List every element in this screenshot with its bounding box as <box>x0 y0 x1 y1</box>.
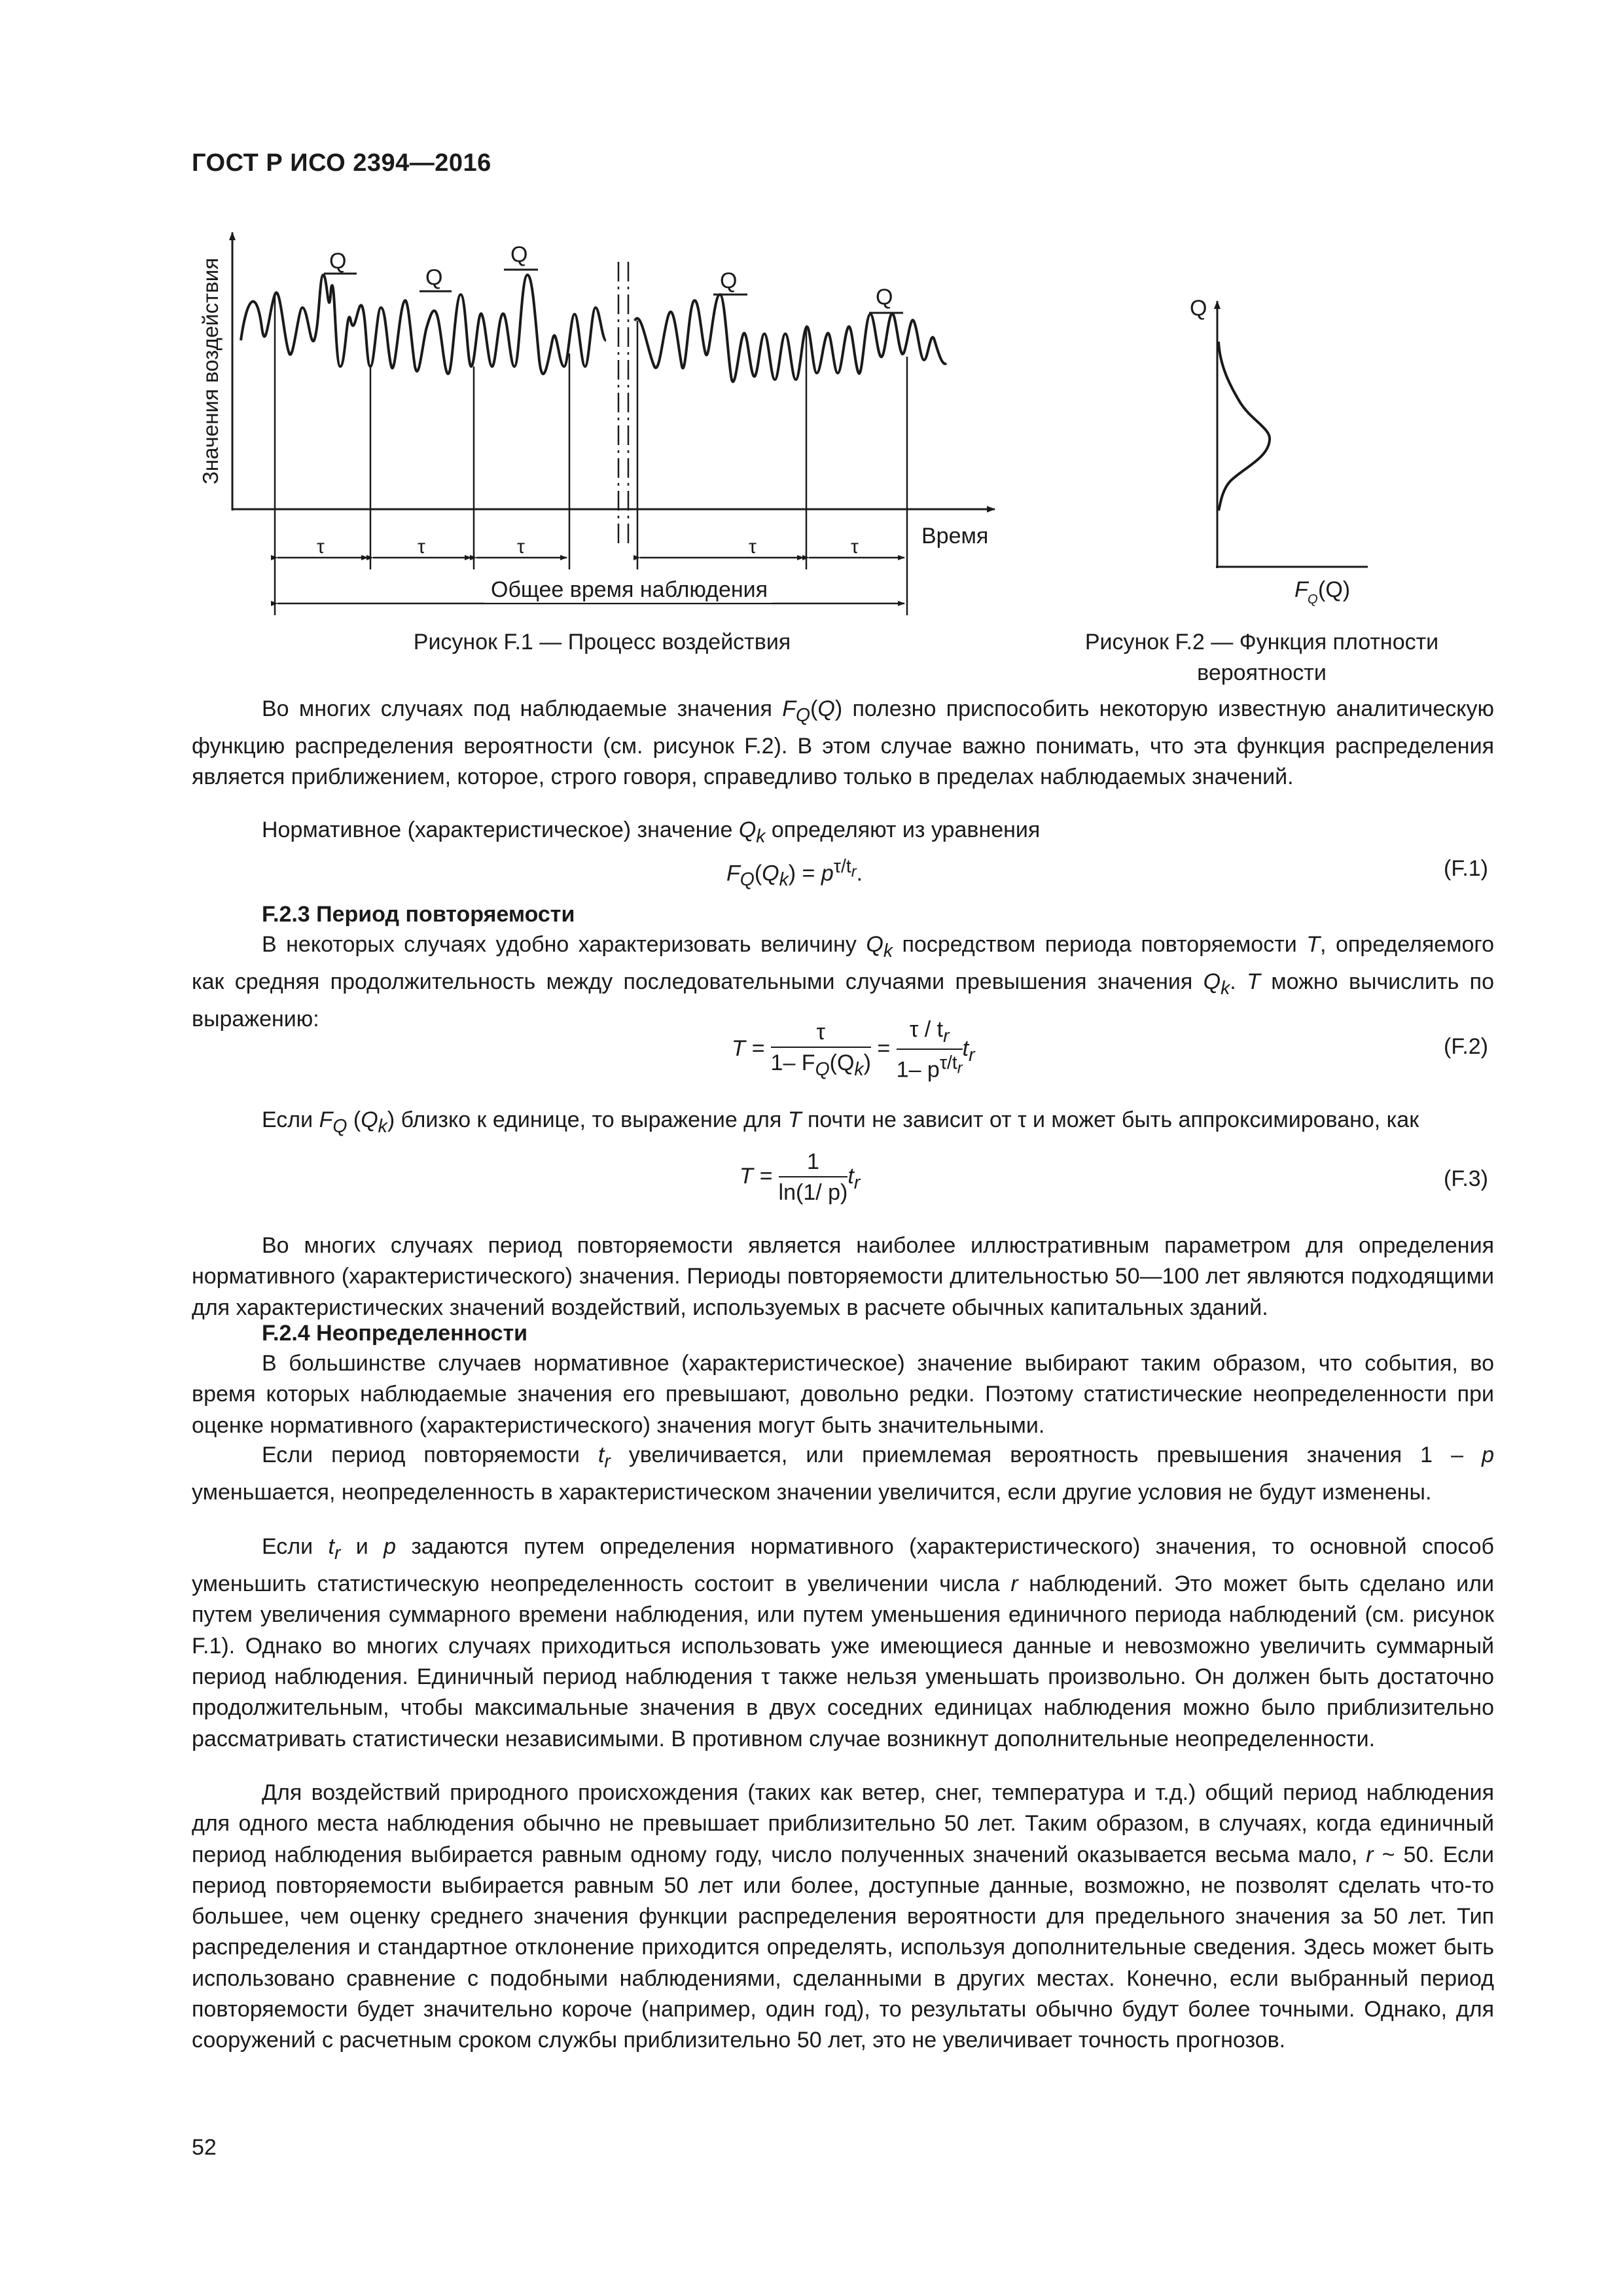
document-header: ГОСТ Р ИСО 2394—2016 <box>192 149 491 177</box>
equation-f1-number: (F.1) <box>1444 856 1488 881</box>
equation-f1: $F_Q(Q_k) = p^{\tau/t_r}$. <box>726 856 863 891</box>
paragraph-7: Если период повторяемости $t_r$ увеличивается, или приемлемая вероятность превышения значения 1 – p уменьшается, неопределенность в характеристическом значении увеличится, если другие условия не будут изменены. <box>192 1443 1495 1505</box>
f1-peak-label-1: Q <box>329 249 347 274</box>
f2-y-axis-label: Q <box>1190 296 1207 321</box>
f1-tau-label-4: τ <box>749 536 757 558</box>
equation-f2: T = $\frac{\tau}{1- F_Q(Q_k)}$ = $\frac{\tau / t_r}{1- p^{\tau/t_r}}$ $t_r$ <box>732 1017 975 1083</box>
f1-peak-label-3: Q <box>510 242 528 267</box>
f1-process-curve-left <box>241 275 606 374</box>
section-f24-heading: F.2.4 Неопределенности <box>262 1321 528 1346</box>
f1-tau-label-3: τ <box>517 536 525 558</box>
page-number: 52 <box>192 2135 217 2160</box>
paragraph-6: В большинстве случаев нормативное (характеристическое) значение выбирают таким образом, что события, во время которых наблюдаемые значения его превышают, довольно редки. Поэтому статистические неопределенности при оценке нормативного (характеристического) значения могут быть значительными. <box>192 1351 1494 1438</box>
f1-tau-label-5: τ <box>851 536 859 558</box>
equation-f3: T = $\frac{1}{\ln(1/ p)}$ $t_r$ <box>740 1149 861 1205</box>
figure-f2-caption-line1: Рисунок F.2 — Функция плотности <box>1084 630 1439 655</box>
f1-tau-label-1: τ <box>317 536 325 558</box>
eq2-fraction-2: $\frac{\tau / t_r}{1- p^{\tau/t_r}}$ <box>896 1017 963 1083</box>
figure-f2-caption-line2: вероятности <box>1197 660 1327 685</box>
f2-x-axis-sub: Q <box>1308 592 1318 607</box>
equation-f3-number: (F.3) <box>1444 1166 1488 1191</box>
f1-peak-label-5: Q <box>876 285 893 310</box>
paragraph-8: Если $t_r$ и p задаются путем определения нормативного (характеристического) значения, то основной способ уменьшить статистическую неопределенность состоит в увеличении числа r наблюдений. Это может быть сделано или путем увеличения суммарного времени наблюдения, или путем уменьшения единичного периода наблюдений (см. рисунок F.1). Однако во многих случаях приходиться использовать уже имеющиеся данные и невозможно увеличить суммарный период наблюдения. Единичный период наблюдения τ также нельзя уменьшать произвольно. Он должен быть достаточно продолжительным, чтобы максимальные значения в двух соседних единицах наблюдения можно было приблизительно рассматривать статистически независимыми. В противном случае возникнут дополнительные неопределенности. <box>192 1534 1494 1751</box>
section-f23-heading: F.2.3 Период повторяемости <box>262 902 575 927</box>
f2-x-axis-arg: (Q) <box>1318 577 1351 602</box>
paragraph-3: В некоторых случаях удобно характеризовать величину $Q_k$ посредством периода повторяемости T, определяемого как средняя продолжительность между последовательными случаями превышения значения $Q_k$. T можно вычислить по выражению: <box>192 932 1494 1032</box>
paragraph-5: Во многих случаях период повторяемости является наиболее иллюстративным параметром для определения нормативного (характеристического) значения. Периоды повторяемости длительностью 50—100 лет являются подходящими для характеристических значений воздействий, используемых в расчете обычных капитальных зданий. <box>192 1233 1494 1320</box>
paragraph-2: Нормативное (характеристическое) значение $Q_k$ определяют из уравнения <box>262 817 1041 847</box>
f1-process-curve-right <box>635 295 946 382</box>
figure-f1-caption: Рисунок F.1 — Процесс воздействия <box>413 630 791 655</box>
eq2-fraction-1: $\frac{\tau}{1- F_Q(Q_k)}$ <box>770 1019 871 1080</box>
f1-peak-label-4: Q <box>720 268 738 293</box>
f1-tau-label-2: τ <box>418 536 425 558</box>
paragraph-4: Если $F_Q$ $(Q_k)$ близко к единице, то выражение для T почти не зависит от τ и может быть аппроксимировано, как <box>262 1107 1419 1137</box>
f2-x-axis-label: F <box>1294 577 1308 602</box>
f1-total-label: Общее время наблюдения <box>491 577 768 602</box>
f1-y-axis-label: Значения воздействия <box>198 257 223 484</box>
figure-f2-caption <box>1046 627 1478 689</box>
equation-f2-number: (F.2) <box>1444 1034 1488 1059</box>
paragraph-9: Для воздействий природного происхождения (таких как ветер, снег, температура и т.д.) общий период наблюдения для одного места наблюдения обычно не превышает приблизительно 50 лет. Таким образом, в случаях, когда единичный период наблюдения выбирается равным одному году, число полученных значений оказывается весьма мало, r ~ 50. Если период повторяемости выбирается равным 50 лет или более, доступные данные, возможно, не позволят сделать что-то большее, чем оценку среднего значения функции распределения вероятности для предельного значения за 50 лет. Тип распределения и стандартное отклонение приходится определять, используя дополнительные сведения. Здесь может быть использовано сравнение с подобными наблюдениями, сделанными в других местах. Конечно, если выбранный период повторяемости будет значительно короче (например, один год), то результаты обычно будут более точными. Однако, для сооружений с расчетным сроком службы приблизительно 50 лет, это не увеличивает точность прогнозов. <box>192 1780 1494 2053</box>
f1-x-axis-label: Время <box>921 524 989 548</box>
figures-drawing <box>0 0 1623 655</box>
paragraph-1: Во многих случаях под наблюдаемые значения $F_Q(Q)$ полезно приспособить некоторую известную аналитическую функцию распределения вероятности (см. рисунок F.2). В этом случае важно понимать, что эта функция распределения является приближением, которое, строго говоря, справедливо только в пределах наблюдаемых значений. <box>192 696 1494 790</box>
f1-peak-label-2: Q <box>425 265 443 290</box>
f2-density-curve <box>1219 342 1270 511</box>
eq3-fraction: $\frac{1}{\ln(1/ p)}$ <box>778 1149 848 1205</box>
